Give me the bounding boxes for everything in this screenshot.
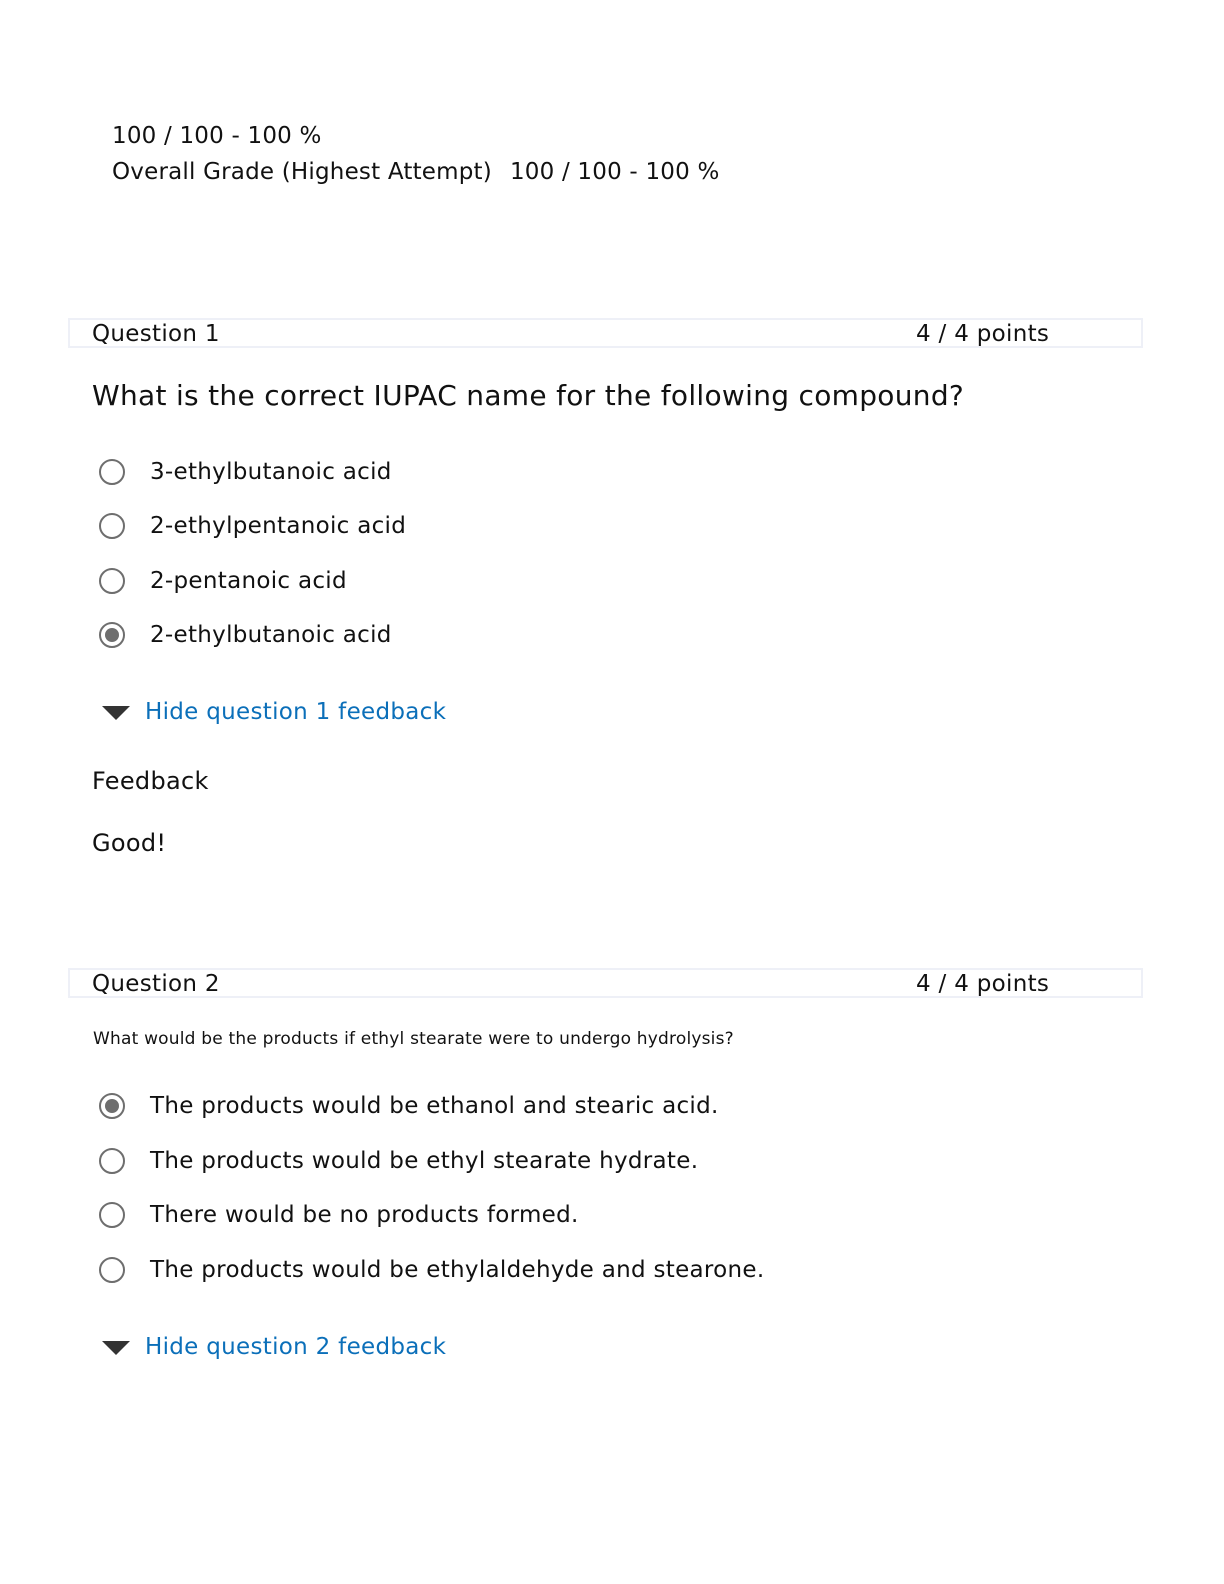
attempt-score: 100 / 100 - 100 % bbox=[112, 123, 322, 149]
radio-empty-icon[interactable] bbox=[99, 1257, 125, 1283]
radio-empty-icon[interactable] bbox=[99, 1148, 125, 1174]
caret-down-icon[interactable] bbox=[102, 706, 130, 720]
radio-filled-icon[interactable] bbox=[99, 622, 125, 648]
overall-grade-score: 100 / 100 - 100 % bbox=[509, 159, 720, 185]
question-2-points: 4 / 4 points bbox=[916, 971, 1050, 997]
grade-summary bbox=[112, 118, 720, 190]
question-2-header bbox=[68, 968, 1143, 998]
question-1-points: 4 / 4 points bbox=[916, 321, 1050, 347]
question-1-text: What is the correct IUPAC name for the following compound? bbox=[92, 379, 965, 412]
feedback-text: Good! bbox=[92, 829, 167, 857]
overall-grade bbox=[112, 154, 720, 190]
option-label: 2-ethylbutanoic acid bbox=[150, 622, 392, 648]
radio-empty-icon[interactable] bbox=[99, 513, 125, 539]
question-2-title: Question 2 bbox=[92, 971, 220, 997]
question-1-header bbox=[68, 318, 1143, 348]
option-label: The products would be ethylaldehyde and stearone. bbox=[150, 1257, 765, 1283]
question-1-option-2[interactable] bbox=[99, 510, 406, 542]
question-2-option-3[interactable] bbox=[99, 1199, 579, 1231]
radio-empty-icon[interactable] bbox=[99, 459, 125, 485]
radio-empty-icon[interactable] bbox=[99, 1202, 125, 1228]
question-2-option-4[interactable] bbox=[99, 1254, 765, 1286]
question-1-option-1[interactable] bbox=[99, 456, 392, 488]
feedback-heading: Feedback bbox=[92, 767, 209, 795]
question-1-option-4[interactable] bbox=[99, 619, 392, 651]
option-label: The products would be ethyl stearate hydrate. bbox=[150, 1148, 699, 1174]
radio-filled-icon[interactable] bbox=[99, 1093, 125, 1119]
question-2-text: What would be the products if ethyl stearate were to undergo hydrolysis? bbox=[93, 1029, 734, 1049]
feedback-toggle-label[interactable]: Hide question 1 feedback bbox=[145, 699, 447, 725]
question-2-option-2[interactable] bbox=[99, 1145, 698, 1177]
option-label: 2-ethylpentanoic acid bbox=[150, 513, 407, 539]
radio-empty-icon[interactable] bbox=[99, 568, 125, 594]
caret-down-icon[interactable] bbox=[102, 1341, 130, 1355]
feedback-toggle-label[interactable]: Hide question 2 feedback bbox=[145, 1334, 447, 1360]
option-label: There would be no products formed. bbox=[150, 1202, 579, 1228]
hide-question-1-feedback-link[interactable] bbox=[102, 695, 446, 729]
option-label: The products would be ethanol and stearic acid. bbox=[150, 1093, 719, 1119]
hide-question-2-feedback-link[interactable] bbox=[102, 1330, 446, 1364]
option-label: 3-ethylbutanoic acid bbox=[150, 459, 392, 485]
question-1-title: Question 1 bbox=[92, 321, 220, 347]
option-label: 2-pentanoic acid bbox=[150, 568, 347, 594]
question-1-option-3[interactable] bbox=[99, 565, 347, 597]
overall-grade-label: Overall Grade (Highest Attempt) bbox=[112, 159, 492, 185]
question-2-option-1[interactable] bbox=[99, 1090, 719, 1122]
